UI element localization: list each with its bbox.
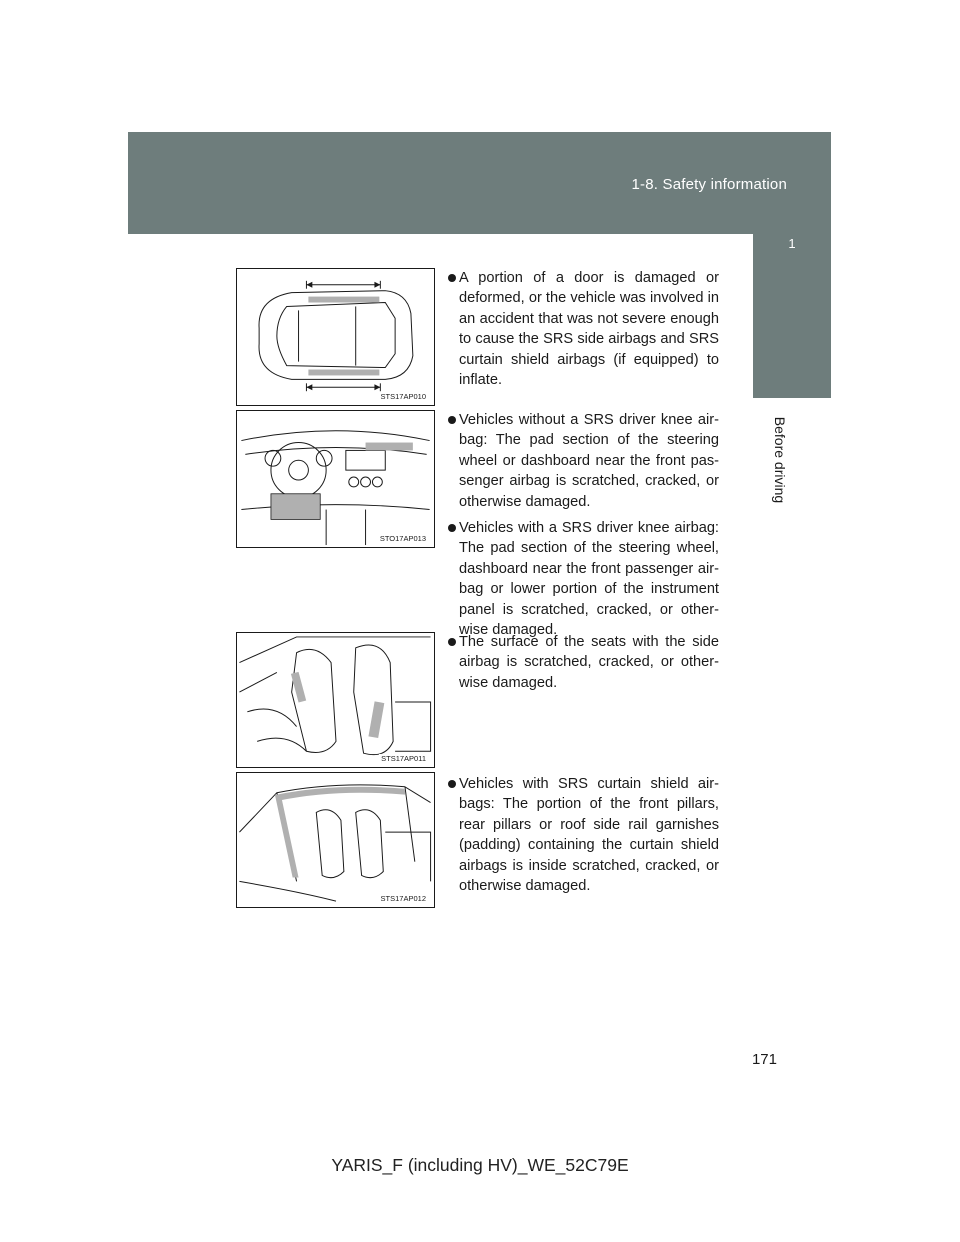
bullet-item [459, 268, 719, 390]
section-title: 1-8. Safety information [631, 176, 787, 193]
bullet-text: A portion of a door is damaged or deformed, or the vehicle was involved in an accident that was not severe enough to cause the SRS side airbags and SRS curtain shield airbags (if equipped) to inflate. [459, 270, 719, 389]
bullet-icon [448, 638, 456, 646]
figure-code: STO17AP013 [379, 534, 426, 543]
chapter-label-text: Before driving [772, 416, 788, 504]
bullet-item [459, 518, 719, 640]
figure-curtain-airbag [236, 772, 435, 908]
bullet-item [459, 774, 719, 896]
car-top-view-illustration [237, 269, 434, 405]
bullet-text: Vehicles without a SRS driver knee air-bag: The pad section of the steering wheel or dashboard near the front pas-senger airbag is scratched, cracked, or otherwise damaged. [459, 412, 719, 510]
bullet-text: The surface of the seats with the side airbag is scratched, cracked, or other-wise damaged. [459, 634, 719, 691]
figure-code: STS17AP011 [381, 754, 426, 763]
bullet-item [459, 632, 719, 693]
figure-dashboard [236, 410, 435, 548]
bullet-text: Vehicles with SRS curtain shield air-bags: The portion of the front pillars, rear pillars or roof side rail garnishes (padding) containing the curtain shield airbags is inside scratched, cracked, or otherwise damaged. [459, 776, 719, 895]
chapter-tab [753, 234, 831, 398]
front-seats-illustration [237, 633, 434, 767]
bullet-icon [448, 780, 456, 788]
figure-car-top-view [236, 268, 435, 406]
footer-text: YARIS_F (including HV)_WE_52C79E [331, 1155, 629, 1175]
chapter-label [770, 418, 790, 508]
bullet-icon [448, 416, 456, 424]
bullet-icon [448, 274, 456, 282]
dashboard-illustration [237, 411, 434, 547]
figure-front-seats [236, 632, 435, 768]
bullet-text: Vehicles with a SRS driver knee airbag: The pad section of the steering wheel, dashboard near the front passenger air-bag or lower portion of the instrument panel is scratched, cracked, or other-wise damaged. [459, 520, 719, 639]
bullet-icon [448, 524, 456, 532]
chapter-number: 1 [788, 236, 796, 251]
page-number: 171 [751, 1051, 777, 1068]
bullet-item [459, 410, 719, 512]
figure-code: STS17AP012 [380, 894, 426, 903]
section-header [128, 132, 831, 234]
curtain-airbag-illustration [237, 773, 434, 907]
figure-code: STS17AP010 [380, 392, 426, 401]
